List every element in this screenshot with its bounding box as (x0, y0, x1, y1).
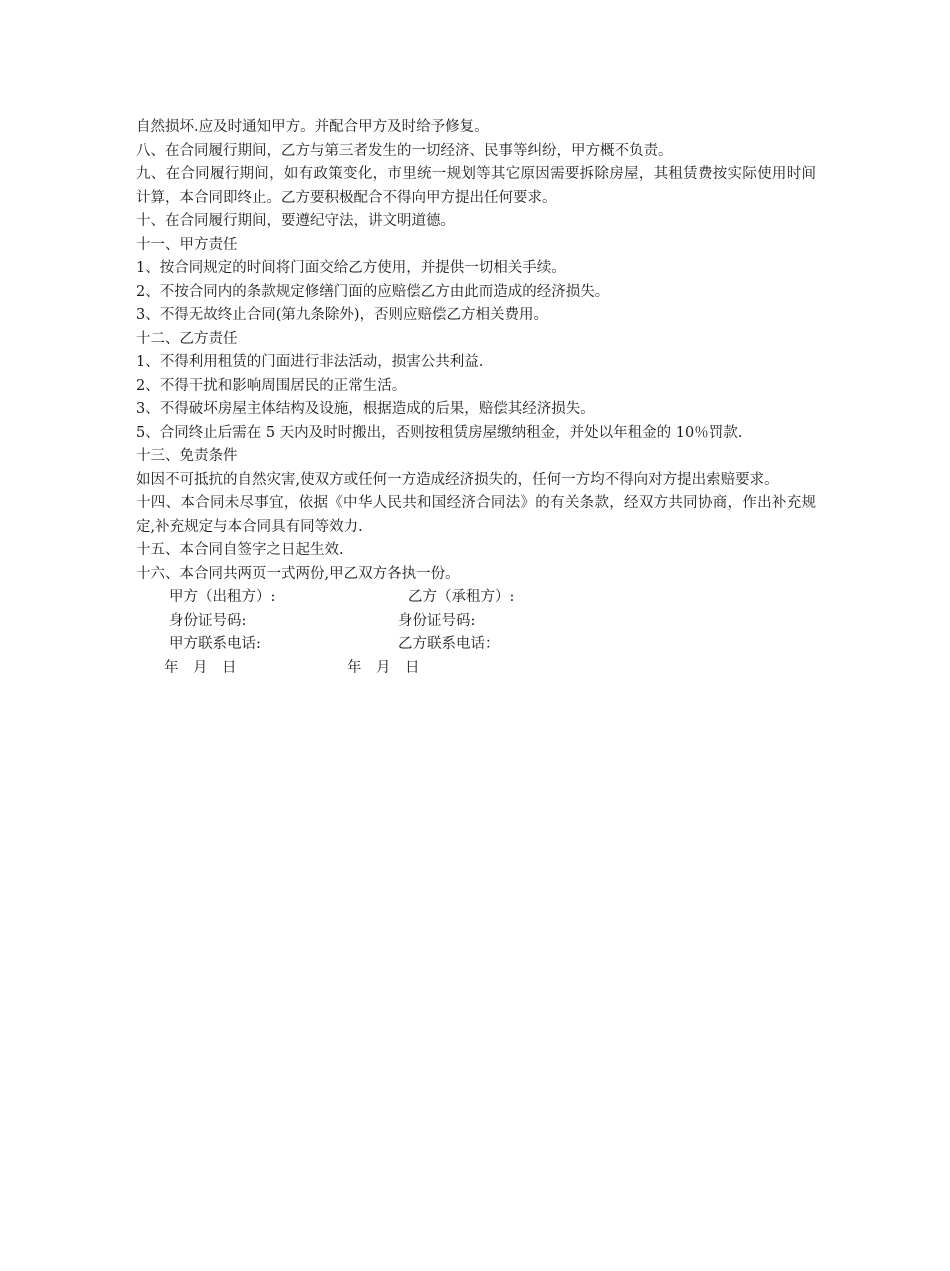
party-b-item-5: 5、合同终止后需在 5 天内及时时搬出，否则按租赁房屋缴纳租金，并处以年租金的 10％罚款. (136, 424, 743, 441)
signature-row-parties (136, 586, 816, 610)
party-b-id-label: 身份证号码: (398, 612, 476, 629)
signature-row-id (136, 610, 816, 634)
section-heading-party-a: 十一、甲方责任 (136, 236, 238, 253)
party-a-item-1: 1、按合同规定的时间将门面交给乙方使用，并提供一切相关手续。 (136, 260, 566, 276)
party-b-label: 乙方（承租方）: (408, 589, 515, 605)
clause-9: 九、在合同履行期间，如有政策变化，市里统一规划等其它原因需要拆除房屋，其租赁费按实际使用时间计算，本合同即终止。乙方要积极配合不得向甲方提出任何要求。 (136, 166, 816, 206)
clause-16: 十六、本合同共两页一式两份,甲乙双方各执一份。 (136, 565, 460, 582)
exemption-text: 如因不可抵抗的自然灾害,使双方或任何一方造成经济损失的，任何一方均不得向对方提出索赔要求。 (136, 471, 779, 488)
clause-10: 十、在合同履行期间，要遵纪守法，讲文明道德。 (136, 213, 455, 229)
contract-page (136, 116, 816, 680)
signature-row-phone (136, 633, 816, 657)
party-a-item-2: 2、不按合同内的条款规定修缮门面的应赔偿乙方由此而造成的经济损失。 (136, 283, 610, 300)
clause-15: 十五、本合同自签字之日起生效. (136, 542, 344, 558)
party-a-label: 甲方（出租方）: (169, 589, 276, 605)
party-a-date: 年 月 日 (164, 659, 237, 676)
party-b-date: 年 月 日 (347, 659, 420, 676)
party-b-item-2: 2、不得干扰和影响周围居民的正常生活。 (136, 377, 407, 394)
signature-row-date (136, 657, 816, 681)
party-a-phone-label: 甲方联系电话: (169, 636, 261, 652)
section-heading-party-b: 十二、乙方责任 (136, 330, 238, 347)
party-a-id-label: 身份证号码: (169, 612, 247, 629)
clause-8: 八、在合同履行期间，乙方与第三者发生的一切经济、民事等纠纷，甲方概不负责。 (136, 142, 673, 159)
party-b-item-3: 3、不得破坏房屋主体结构及设施，根据造成的后果，赔偿其经济损失。 (136, 401, 595, 417)
clause-14: 十四、本合同未尽事宜，依据《中华人民共和国经济合同法》的有关条款，经双方共同协商，作出补充规定,补充规定与本合同具有同等效力. (136, 495, 816, 535)
party-a-item-3: 3、不得无故终止合同(第九条除外)，否则应赔偿乙方相关费用。 (136, 307, 549, 323)
clause-7-continuation: 自然损坏.应及时通知甲方。并配合甲方及时给予修复。 (136, 119, 489, 135)
section-heading-exemption: 十三、免责条件 (136, 448, 238, 464)
party-b-phone-label: 乙方联系电话： (398, 636, 500, 652)
party-b-item-1: 1、不得利用租赁的门面进行非法活动，损害公共利益. (136, 354, 484, 370)
